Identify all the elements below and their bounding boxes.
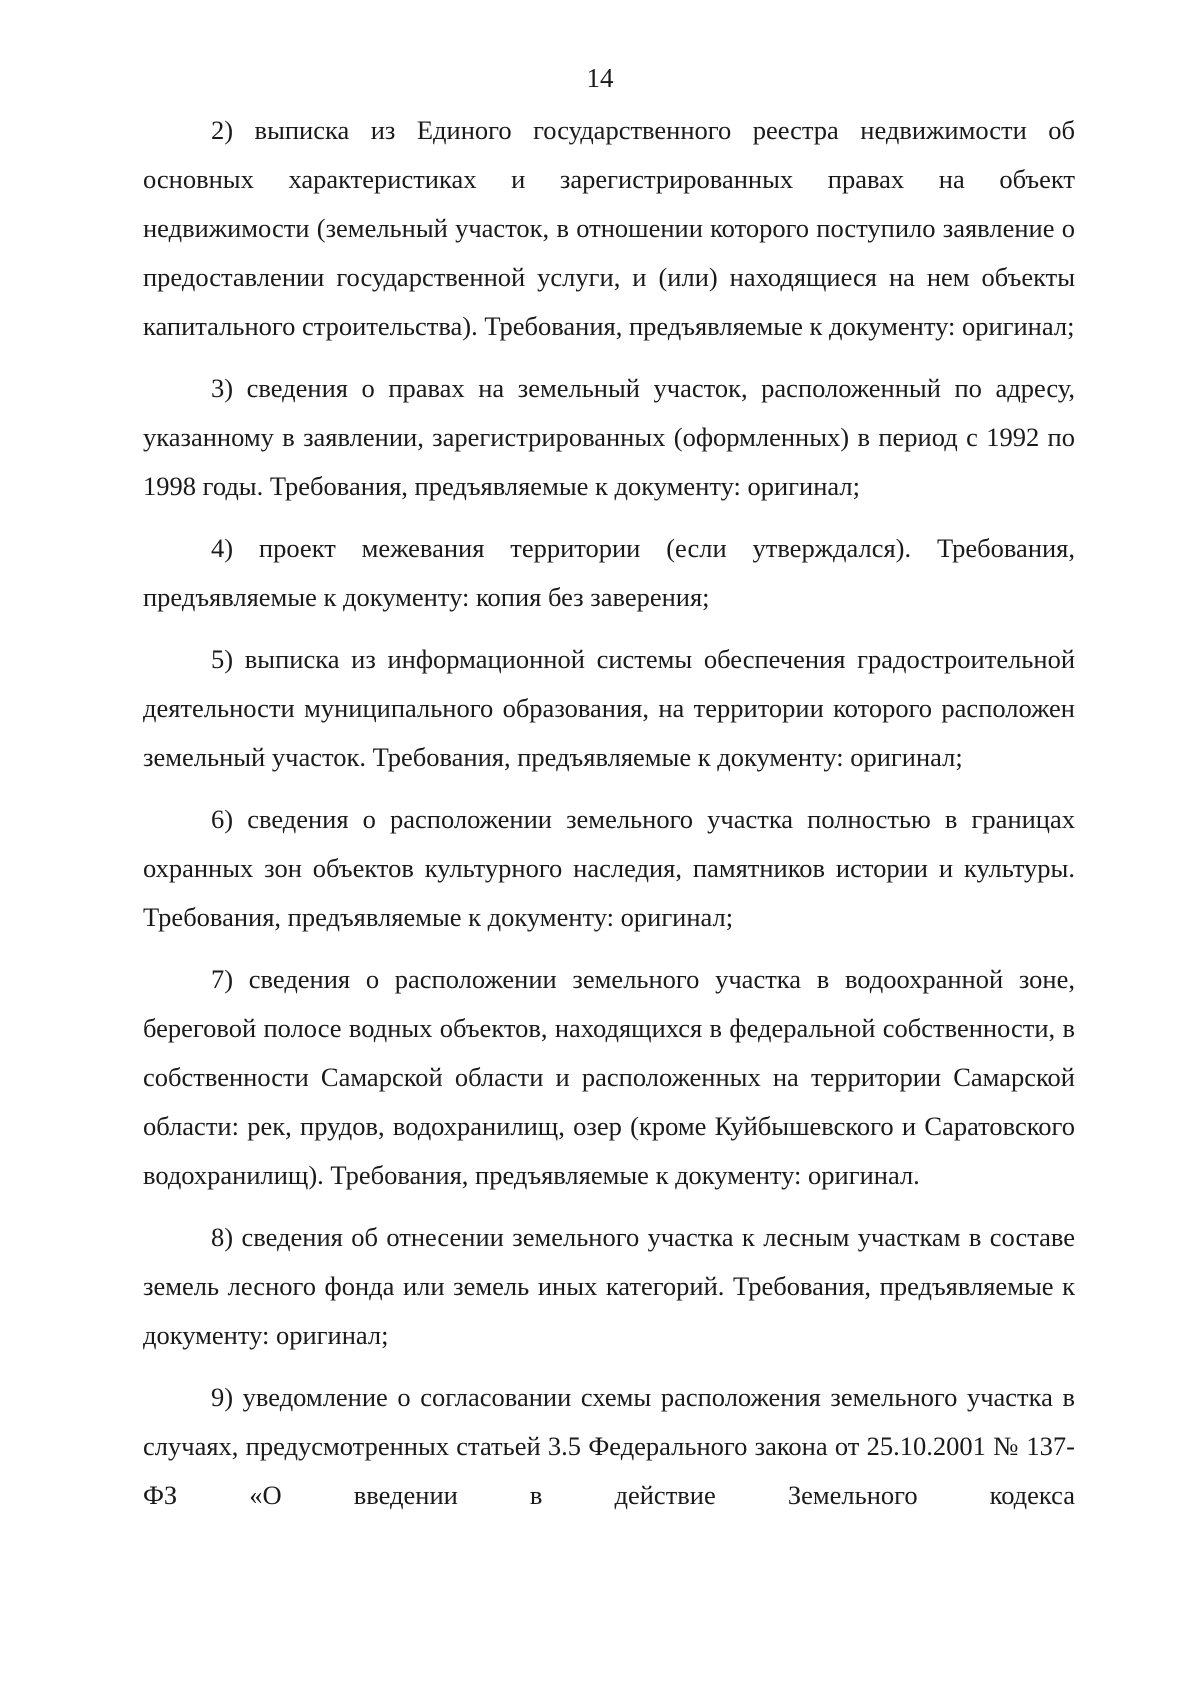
- list-item-5: 5) выписка из информационной системы обеспечения градостроительной деятельности муниципального образования, на территории которого расположен земельный участок. Требования, предъявляемые к документу: оригинал;: [143, 644, 1075, 772]
- list-item-2: 2) выписка из Единого государственного реестра недвижимости об основных характеристиках и зарегистрированных правах на объект недвижимости (земельный участок, в отношении которого поступило заявление о предоставлении государственной услуги, и (или) находящиеся на нем объекты капитального строительства). Требования, предъявляемые к документу: оригинал;: [143, 115, 1075, 341]
- list-item-8: 8) сведения об отнесении земельного участка к лесным участкам в составе земель лесного фонда или земель иных категорий. Требования, предъявляемые к документу: оригинал;: [143, 1222, 1075, 1350]
- page-number: 14: [586, 63, 614, 93]
- list-item-4: 4) проект межевания территории (если утверждался). Требования, предъявляемые к документу: копия без заверения;: [143, 533, 1075, 612]
- list-item-6: 6) сведения о расположении земельного участка полностью в границах охранных зон объектов культурного наследия, памятников истории и культуры. Требования, предъявляемые к документу: оригинал;: [143, 804, 1075, 932]
- list-item-9: 9) уведомление о согласовании схемы расположения земельного участка в случаях, предусмотренных статьей 3.5 Федерального закона от 25.10.2001 № 137-ФЗ «О введении в действие Земельного кодекса: [143, 1382, 1075, 1510]
- list-item-7: 7) сведения о расположении земельного участка в водоохранной зоне, береговой полосе водных объектов, находящихся в федеральной собственности, в собственности Самарской области и расположенных на территории Самарской области: рек, прудов, водохранилищ, озер (кроме Куйбышевского и Саратовского водохранилищ). Требования, предъявляемые к документу: оригинал.: [143, 964, 1075, 1190]
- list-item-3: 3) сведения о правах на земельный участок, расположенный по адресу, указанному в заявлении, зарегистрированных (оформленных) в период с 1992 по 1998 годы. Требования, предъявляемые к документу: оригинал;: [143, 373, 1075, 501]
- document-body: [143, 106, 1075, 1533]
